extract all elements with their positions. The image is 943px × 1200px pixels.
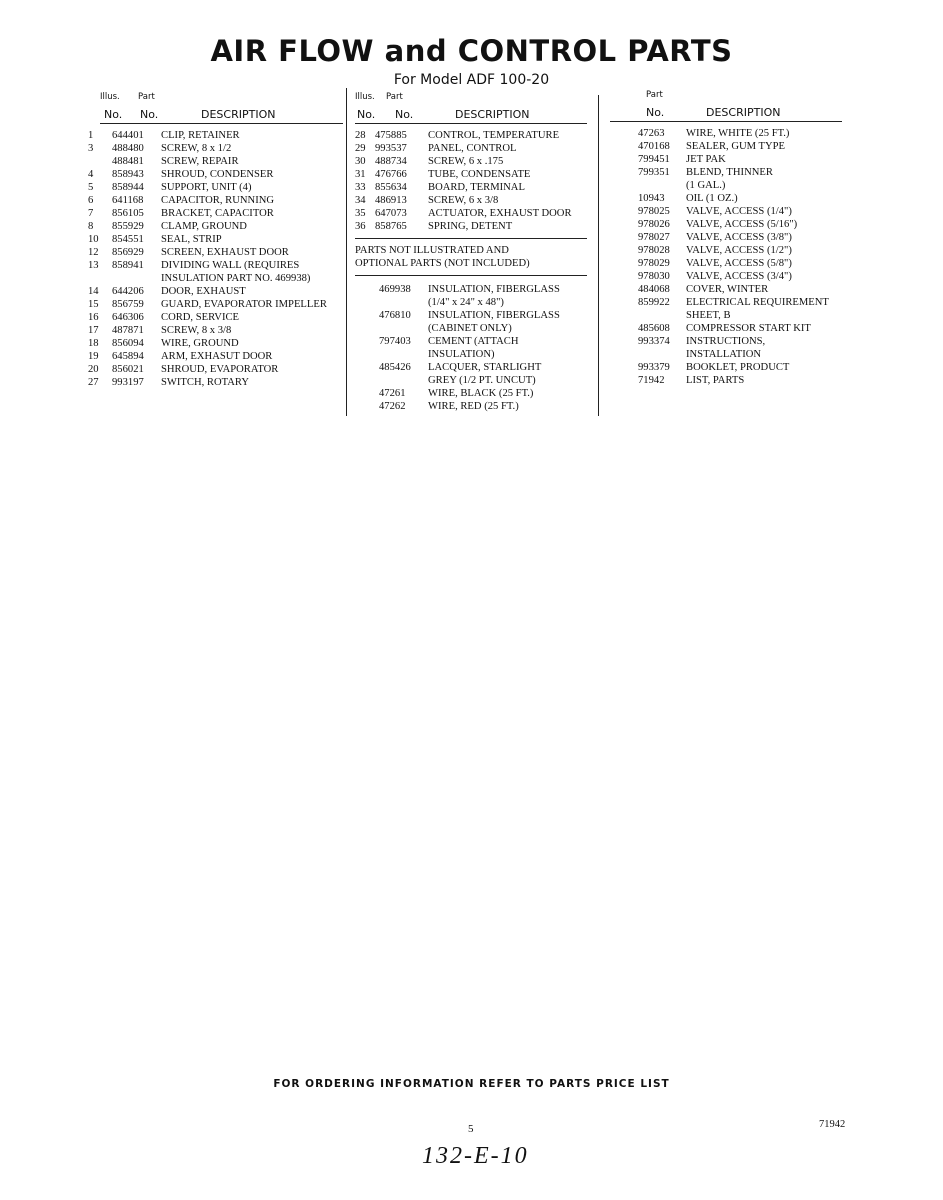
header-illus: Illus.	[355, 92, 375, 102]
table-row	[88, 350, 343, 363]
part-description: PANEL, CONTROL	[428, 143, 517, 154]
table-row	[610, 127, 842, 140]
part-description: SHEET, B	[686, 310, 731, 321]
part-number: 858943	[112, 169, 144, 180]
part-number: 646306	[112, 312, 144, 323]
illus-number: 1	[88, 130, 94, 141]
part-description: SCREEN, EXHAUST DOOR	[161, 247, 289, 258]
part-number: 859922	[638, 297, 670, 308]
table-row	[88, 194, 343, 207]
part-description: TUBE, CONDENSATE	[428, 169, 531, 180]
part-description: SHROUD, CONDENSER	[161, 169, 274, 180]
illus-number: 20	[88, 364, 99, 375]
part-description: SCREW, 6 x .175	[428, 156, 504, 167]
illus-number: 28	[355, 130, 366, 141]
part-description: WIRE, BLACK (25 FT.)	[428, 388, 534, 399]
part-description: SCREW, REPAIR	[161, 156, 239, 167]
part-description: SWITCH, ROTARY	[161, 377, 250, 388]
part-description: SCREW, 8 x 3/8	[161, 325, 232, 336]
table-row	[355, 309, 587, 322]
part-description: LACQUER, STARLIGHT	[428, 362, 542, 373]
table-row	[88, 220, 343, 233]
illus-number: 3	[88, 143, 94, 154]
part-description: SEAL, STRIP	[161, 234, 222, 245]
table-row	[355, 155, 587, 168]
part-description: BOOKLET, PRODUCT	[686, 362, 790, 373]
part-description: WIRE, GROUND	[161, 338, 239, 349]
part-number: 978027	[638, 232, 670, 243]
part-number: 799351	[638, 167, 670, 178]
part-description: CORD, SERVICE	[161, 312, 240, 323]
part-description: SCREW, 6 x 3/8	[428, 195, 499, 206]
header-part-no: No.	[395, 108, 414, 121]
part-description: ACTUATOR, EXHAUST DOOR	[428, 208, 572, 219]
table-row	[355, 220, 587, 233]
parts-column-3	[610, 90, 842, 387]
table-row	[610, 361, 842, 374]
table-row	[610, 205, 842, 218]
column-divider-2	[598, 95, 599, 416]
illus-number: 8	[88, 221, 94, 232]
part-description: (1 GAL.)	[686, 180, 726, 191]
table-row	[88, 246, 343, 259]
column-2-rows	[355, 129, 587, 413]
table-row	[355, 129, 587, 142]
part-number: 797403	[379, 336, 411, 347]
part-description: ARM, EXHASUT DOOR	[161, 351, 273, 362]
table-row	[610, 231, 842, 244]
illus-number: 19	[88, 351, 99, 362]
part-description: BRACKET, CAPACITOR	[161, 208, 274, 219]
table-row	[355, 374, 587, 387]
part-number: 470168	[638, 141, 670, 152]
part-number: 858765	[375, 221, 407, 232]
illus-number: 30	[355, 156, 366, 167]
part-description: VALVE, ACCESS (5/16")	[686, 219, 798, 230]
part-description: CONTROL, TEMPERATURE	[428, 130, 560, 141]
part-number: 644206	[112, 286, 144, 297]
part-description: SPRING, DETENT	[428, 221, 513, 232]
illus-number: 18	[88, 338, 99, 349]
header-illus-no: No.	[104, 108, 123, 121]
part-number: 799451	[638, 154, 670, 165]
parts-column-2	[355, 90, 587, 413]
table-row	[88, 272, 343, 285]
page-number: 5	[468, 1123, 474, 1135]
header-part-no: No.	[140, 108, 159, 121]
part-description: SUPPORT, UNIT (4)	[161, 182, 252, 193]
part-number: 488480	[112, 143, 144, 154]
part-description: BOARD, TERMINAL	[428, 182, 525, 193]
part-description: GUARD, EVAPORATOR IMPELLER	[161, 299, 327, 310]
part-number: 856929	[112, 247, 144, 258]
table-row	[355, 244, 587, 257]
table-row	[610, 283, 842, 296]
part-description: OIL (1 OZ.)	[686, 193, 738, 204]
part-number: 486913	[375, 195, 407, 206]
header-part: Part	[138, 92, 155, 102]
part-number: 488734	[375, 156, 407, 167]
section-divider	[355, 238, 587, 239]
part-description: INSULATION, FIBERGLASS	[428, 284, 560, 295]
part-description: ELECTRICAL REQUIREMENT	[686, 297, 829, 308]
part-number: 978030	[638, 271, 670, 282]
part-description: WIRE, WHITE (25 FT.)	[686, 128, 790, 139]
illus-number: 36	[355, 221, 366, 232]
part-description: LIST, PARTS	[686, 375, 745, 386]
section-divider	[355, 275, 587, 276]
part-number: 978028	[638, 245, 670, 256]
part-description: VALVE, ACCESS (1/4")	[686, 206, 792, 217]
document-number: 71942	[819, 1119, 846, 1130]
part-description: INSULATION PART NO. 469938)	[161, 273, 311, 284]
table-row	[355, 207, 587, 220]
table-row	[355, 296, 587, 309]
part-description: COMPRESSOR START KIT	[686, 323, 811, 334]
header-description: DESCRIPTION	[455, 108, 530, 121]
part-number: 10943	[638, 193, 665, 204]
part-description: DOOR, EXHAUST	[161, 286, 246, 297]
table-row	[88, 168, 343, 181]
part-number: 856094	[112, 338, 144, 349]
part-number: 993537	[375, 143, 407, 154]
part-description: WIRE, RED (25 FT.)	[428, 401, 519, 412]
table-row	[610, 335, 842, 348]
illus-number: 17	[88, 325, 99, 336]
part-description: (CABINET ONLY)	[428, 323, 512, 334]
part-number: 47263	[638, 128, 665, 139]
part-description: GREY (1/2 PT. UNCUT)	[428, 375, 536, 386]
table-row	[355, 335, 587, 348]
table-row	[610, 270, 842, 283]
part-number: 485426	[379, 362, 411, 373]
table-row	[88, 155, 343, 168]
part-description: INSULATION)	[428, 349, 495, 360]
part-description: INSTALLATION	[686, 349, 762, 360]
part-number: 476810	[379, 310, 411, 321]
column-3-header	[610, 90, 842, 124]
illus-number: 29	[355, 143, 366, 154]
part-number: 476766	[375, 169, 407, 180]
illus-number: 13	[88, 260, 99, 271]
table-row	[355, 181, 587, 194]
part-number: 484068	[638, 284, 670, 295]
illus-number: 35	[355, 208, 366, 219]
table-row	[355, 348, 587, 361]
note-text: OPTIONAL PARTS (NOT INCLUDED)	[355, 258, 530, 269]
page-title: AIR FLOW and CONTROL PARTS	[210, 34, 733, 68]
illus-number: 4	[88, 169, 94, 180]
parts-column-1	[88, 90, 343, 389]
part-description: COVER, WINTER	[686, 284, 769, 295]
part-number: 644401	[112, 130, 144, 141]
table-row	[610, 348, 842, 361]
part-number: 641168	[112, 195, 144, 206]
table-row	[355, 194, 587, 207]
table-row	[88, 298, 343, 311]
part-description: VALVE, ACCESS (5/8")	[686, 258, 792, 269]
table-row	[355, 322, 587, 335]
header-description: DESCRIPTION	[706, 106, 781, 119]
illus-number: 7	[88, 208, 94, 219]
part-number: 854551	[112, 234, 144, 245]
part-description: SEALER, GUM TYPE	[686, 141, 785, 152]
part-number: 855929	[112, 221, 144, 232]
part-description: CEMENT (ATTACH	[428, 336, 519, 347]
table-row	[610, 218, 842, 231]
table-row	[355, 257, 587, 270]
part-description: SHROUD, EVAPORATOR	[161, 364, 279, 375]
column-1-header	[88, 90, 343, 124]
part-description: CLIP, RETAINER	[161, 130, 240, 141]
table-row	[88, 285, 343, 298]
part-number: 645894	[112, 351, 144, 362]
table-row	[355, 168, 587, 181]
illus-number: 10	[88, 234, 99, 245]
handwritten-note: 132-E-10	[422, 1143, 529, 1169]
table-row	[610, 257, 842, 270]
part-description: CAPACITOR, RUNNING	[161, 195, 275, 206]
table-row	[88, 337, 343, 350]
illus-number: 27	[88, 377, 99, 388]
table-row	[610, 153, 842, 166]
table-row	[88, 311, 343, 324]
part-number: 993379	[638, 362, 670, 373]
part-number: 978026	[638, 219, 670, 230]
illus-number: 6	[88, 195, 94, 206]
table-row	[610, 309, 842, 322]
table-row	[88, 376, 343, 389]
illus-number: 34	[355, 195, 366, 206]
table-row	[88, 142, 343, 155]
table-row	[610, 140, 842, 153]
part-number: 487871	[112, 325, 144, 336]
part-description: (1/4" x 24" x 48")	[428, 297, 504, 308]
table-row	[610, 192, 842, 205]
part-description: VALVE, ACCESS (1/2")	[686, 245, 792, 256]
table-row	[88, 181, 343, 194]
part-number: 978025	[638, 206, 670, 217]
part-number: 856021	[112, 364, 144, 375]
column-3-rows	[610, 127, 842, 387]
part-number: 485608	[638, 323, 670, 334]
part-number: 475885	[375, 130, 407, 141]
part-number: 858944	[112, 182, 144, 193]
part-number: 47261	[379, 388, 406, 399]
page-subtitle: For Model ADF 100-20	[393, 72, 550, 88]
table-row	[88, 129, 343, 142]
part-description: DIVIDING WALL (REQUIRES	[161, 260, 300, 271]
illus-number: 14	[88, 286, 99, 297]
table-row	[88, 207, 343, 220]
part-number: 856105	[112, 208, 144, 219]
illus-number: 12	[88, 247, 99, 258]
table-row	[355, 142, 587, 155]
illus-number: 5	[88, 182, 94, 193]
part-number: 858941	[112, 260, 144, 271]
header-description: DESCRIPTION	[201, 108, 276, 121]
illus-number: 33	[355, 182, 366, 193]
header-part-no: No.	[646, 106, 665, 119]
table-row	[355, 400, 587, 413]
table-row	[88, 233, 343, 246]
illus-number: 15	[88, 299, 99, 310]
part-number: 71942	[638, 375, 665, 386]
header-illus-no: No.	[357, 108, 376, 121]
table-row	[610, 322, 842, 335]
table-row	[610, 374, 842, 387]
table-row	[355, 361, 587, 374]
column-2-header	[355, 90, 587, 124]
part-number: 647073	[375, 208, 407, 219]
note-text: PARTS NOT ILLUSTRATED AND	[355, 245, 509, 256]
table-row	[610, 296, 842, 309]
part-description: CLAMP, GROUND	[161, 221, 247, 232]
part-number: 469938	[379, 284, 411, 295]
header-part: Part	[646, 90, 663, 100]
part-description: VALVE, ACCESS (3/8")	[686, 232, 792, 243]
ordering-footer: FOR ORDERING INFORMATION REFER TO PARTS PRICE LIST	[273, 1078, 670, 1090]
part-description: JET PAK	[686, 154, 726, 165]
part-number: 993374	[638, 336, 670, 347]
table-row	[88, 259, 343, 272]
part-number: 488481	[112, 156, 144, 167]
table-row	[355, 387, 587, 400]
illus-number: 31	[355, 169, 366, 180]
part-description: SCREW, 8 x 1/2	[161, 143, 232, 154]
illus-number: 16	[88, 312, 99, 323]
table-row	[355, 283, 587, 296]
part-description: INSULATION, FIBERGLASS	[428, 310, 560, 321]
part-description: VALVE, ACCESS (3/4")	[686, 271, 792, 282]
header-illus: Illus.	[100, 92, 120, 102]
header-part: Part	[386, 92, 403, 102]
table-row	[610, 244, 842, 257]
part-description: INSTRUCTIONS,	[686, 336, 766, 347]
column-1-rows	[88, 129, 343, 389]
table-row	[88, 324, 343, 337]
table-row	[610, 166, 842, 179]
part-number: 856759	[112, 299, 144, 310]
part-number: 855634	[375, 182, 407, 193]
table-row	[88, 363, 343, 376]
part-number: 993197	[112, 377, 144, 388]
part-description: BLEND, THINNER	[686, 167, 773, 178]
part-number: 978029	[638, 258, 670, 269]
part-number: 47262	[379, 401, 406, 412]
table-row	[610, 179, 842, 192]
column-divider-1	[346, 88, 347, 416]
